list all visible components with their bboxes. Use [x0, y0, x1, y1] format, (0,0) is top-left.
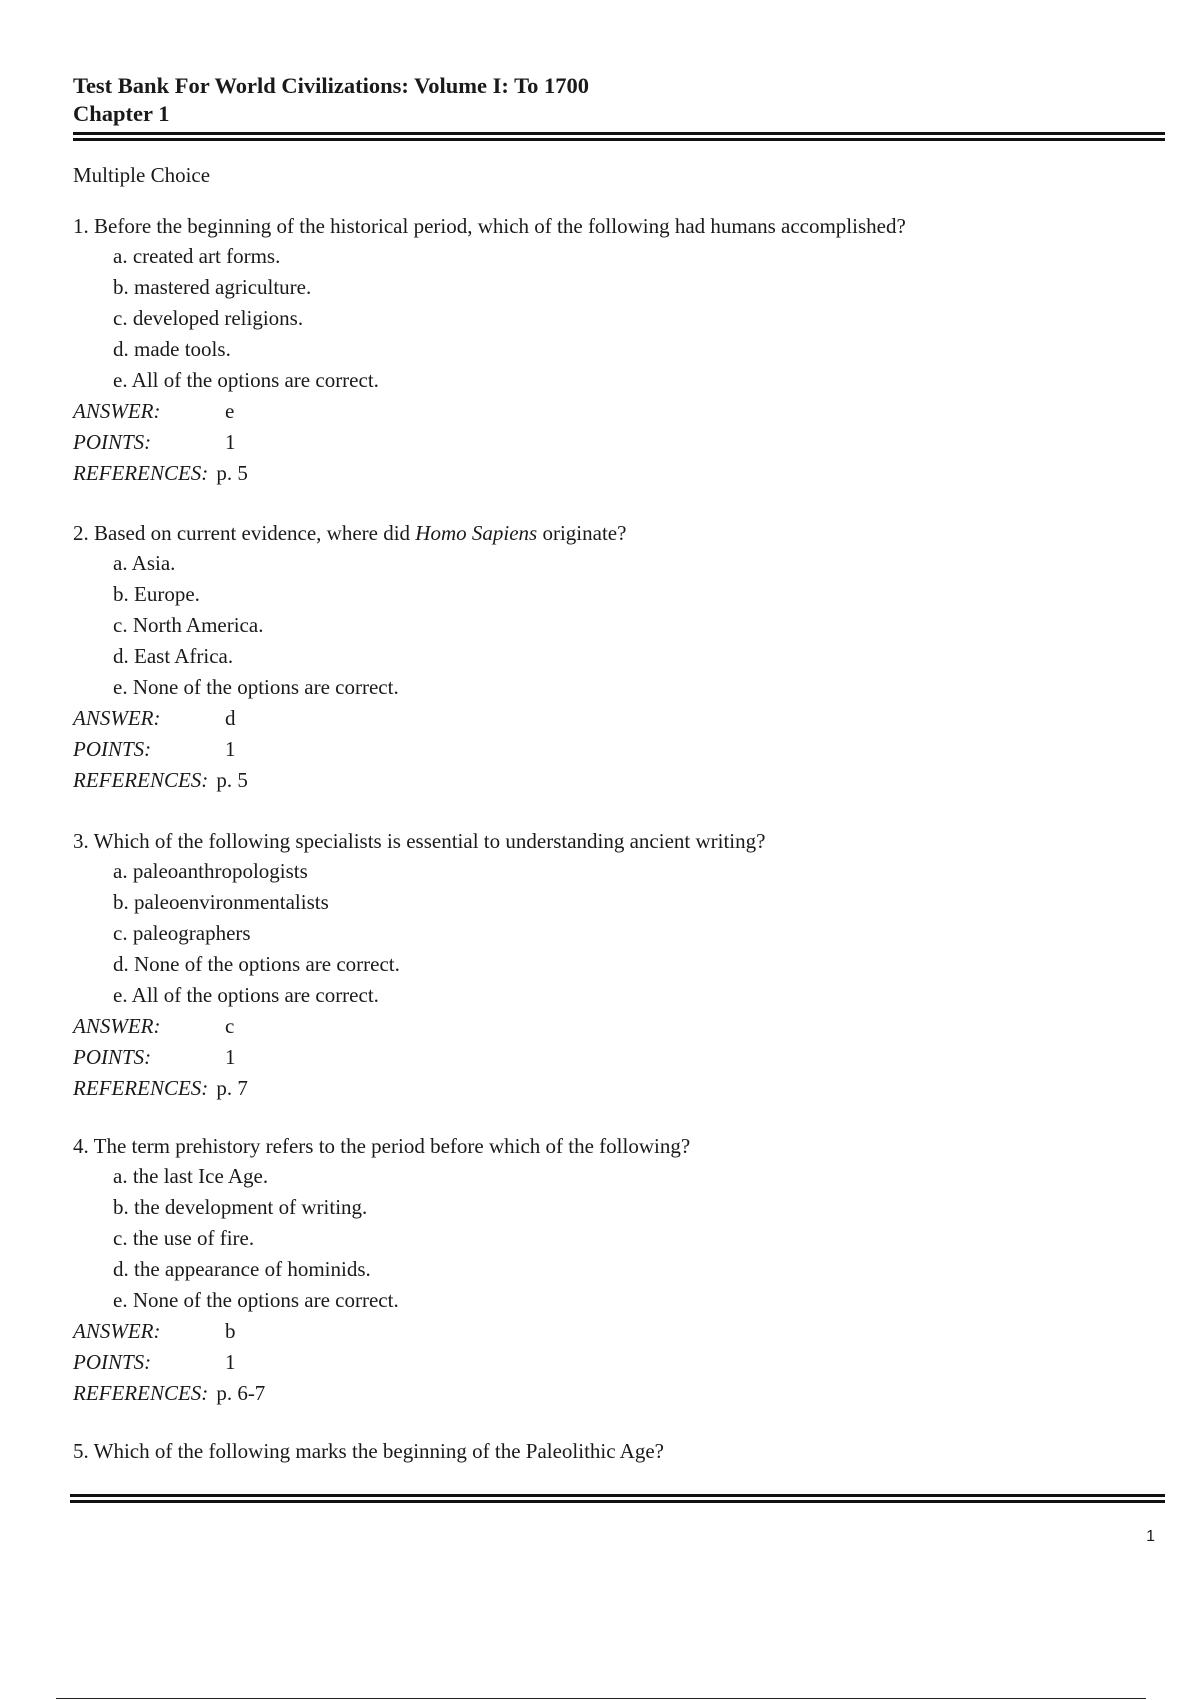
- document-header: [73, 72, 589, 128]
- references-row: [73, 458, 906, 489]
- points-label: POINTS:: [73, 1045, 152, 1069]
- points-value: 1: [225, 430, 236, 454]
- option-e: e. None of the options are correct.: [113, 1288, 399, 1312]
- question-stem: 1. Before the beginning of the historical period, which of the following had humans accomplished?: [73, 214, 906, 238]
- references-value: p. 6-7: [216, 1381, 266, 1405]
- option-d: d. made tools.: [113, 337, 231, 361]
- question-stem: 5. Which of the following marks the beginning of the Paleolithic Age?: [73, 1439, 664, 1463]
- references-row: [73, 1073, 765, 1104]
- answer-label: ANSWER:: [73, 1014, 161, 1038]
- option-e: e. All of the options are correct.: [113, 368, 379, 392]
- option-b: b. mastered agriculture.: [113, 275, 312, 299]
- points-label: POINTS:: [73, 1350, 152, 1374]
- answer-value: e: [225, 399, 235, 423]
- references-value: p. 5: [216, 461, 248, 485]
- points-value: 1: [225, 1350, 236, 1374]
- header-double-rule: [73, 132, 1165, 142]
- answer-value: d: [225, 706, 236, 730]
- chapter-title: Chapter 1: [73, 101, 170, 126]
- footer-double-rule: [70, 1494, 1165, 1504]
- option-d: d. the appearance of hominids.: [113, 1257, 371, 1281]
- page-number: 1: [1146, 1528, 1155, 1545]
- answer-row: [73, 396, 906, 427]
- option-b: b. Europe.: [113, 582, 200, 606]
- option-d: d. None of the options are correct.: [113, 952, 400, 976]
- option-a: a. Asia.: [113, 551, 176, 575]
- references-row: [73, 1378, 690, 1409]
- points-row: [73, 1347, 690, 1378]
- points-row: [73, 427, 906, 458]
- points-label: POINTS:: [73, 737, 152, 761]
- points-row: [73, 1042, 765, 1073]
- references-row: [73, 765, 626, 796]
- option-b: b. the development of writing.: [113, 1195, 368, 1219]
- points-value: 1: [225, 1045, 236, 1069]
- question-2: [73, 518, 626, 796]
- option-c: c. paleographers: [113, 921, 251, 945]
- option-a: a. paleoanthropologists: [113, 859, 308, 883]
- references-label: REFERENCES:: [73, 1076, 209, 1100]
- question-5: [73, 1436, 664, 1466]
- question-3: [73, 826, 765, 1104]
- option-e: e. None of the options are correct.: [113, 675, 399, 699]
- option-a: a. created art forms.: [113, 244, 281, 268]
- answer-row: [73, 1011, 765, 1042]
- question-stem: 4. The term prehistory refers to the period before which of the following?: [73, 1134, 691, 1158]
- points-row: [73, 734, 626, 765]
- answer-value: b: [225, 1319, 236, 1343]
- references-label: REFERENCES:: [73, 461, 209, 485]
- question-stem: 2. Based on current evidence, where did Homo Sapiens originate?: [73, 521, 627, 545]
- question-stem: 3. Which of the following specialists is essential to understanding ancient writing?: [73, 829, 766, 853]
- references-value: p. 5: [216, 768, 248, 792]
- references-label: REFERENCES:: [73, 1381, 209, 1405]
- option-d: d. East Africa.: [113, 644, 234, 668]
- option-a: a. the last Ice Age.: [113, 1164, 269, 1188]
- option-e: e. All of the options are correct.: [113, 983, 379, 1007]
- option-c: c. developed religions.: [113, 306, 304, 330]
- option-c: c. the use of fire.: [113, 1226, 255, 1250]
- section-label: Multiple Choice: [73, 163, 211, 187]
- answer-row: [73, 1316, 690, 1347]
- references-label: REFERENCES:: [73, 768, 209, 792]
- question-1: [73, 211, 906, 489]
- answer-label: ANSWER:: [73, 399, 161, 423]
- answer-row: [73, 703, 626, 734]
- species-name: Homo Sapiens: [415, 521, 538, 545]
- question-4: [73, 1131, 690, 1409]
- document-title: Test Bank For World Civilizations: Volume I: To 1700: [73, 73, 589, 98]
- page-bottom-line: [56, 1698, 1146, 1699]
- option-b: b. paleoenvironmentalists: [113, 890, 329, 914]
- references-value: p. 7: [216, 1076, 248, 1100]
- answer-label: ANSWER:: [73, 1319, 161, 1343]
- points-value: 1: [225, 737, 236, 761]
- option-c: c. North America.: [113, 613, 264, 637]
- answer-label: ANSWER:: [73, 706, 161, 730]
- answer-value: c: [225, 1014, 235, 1038]
- points-label: POINTS:: [73, 430, 152, 454]
